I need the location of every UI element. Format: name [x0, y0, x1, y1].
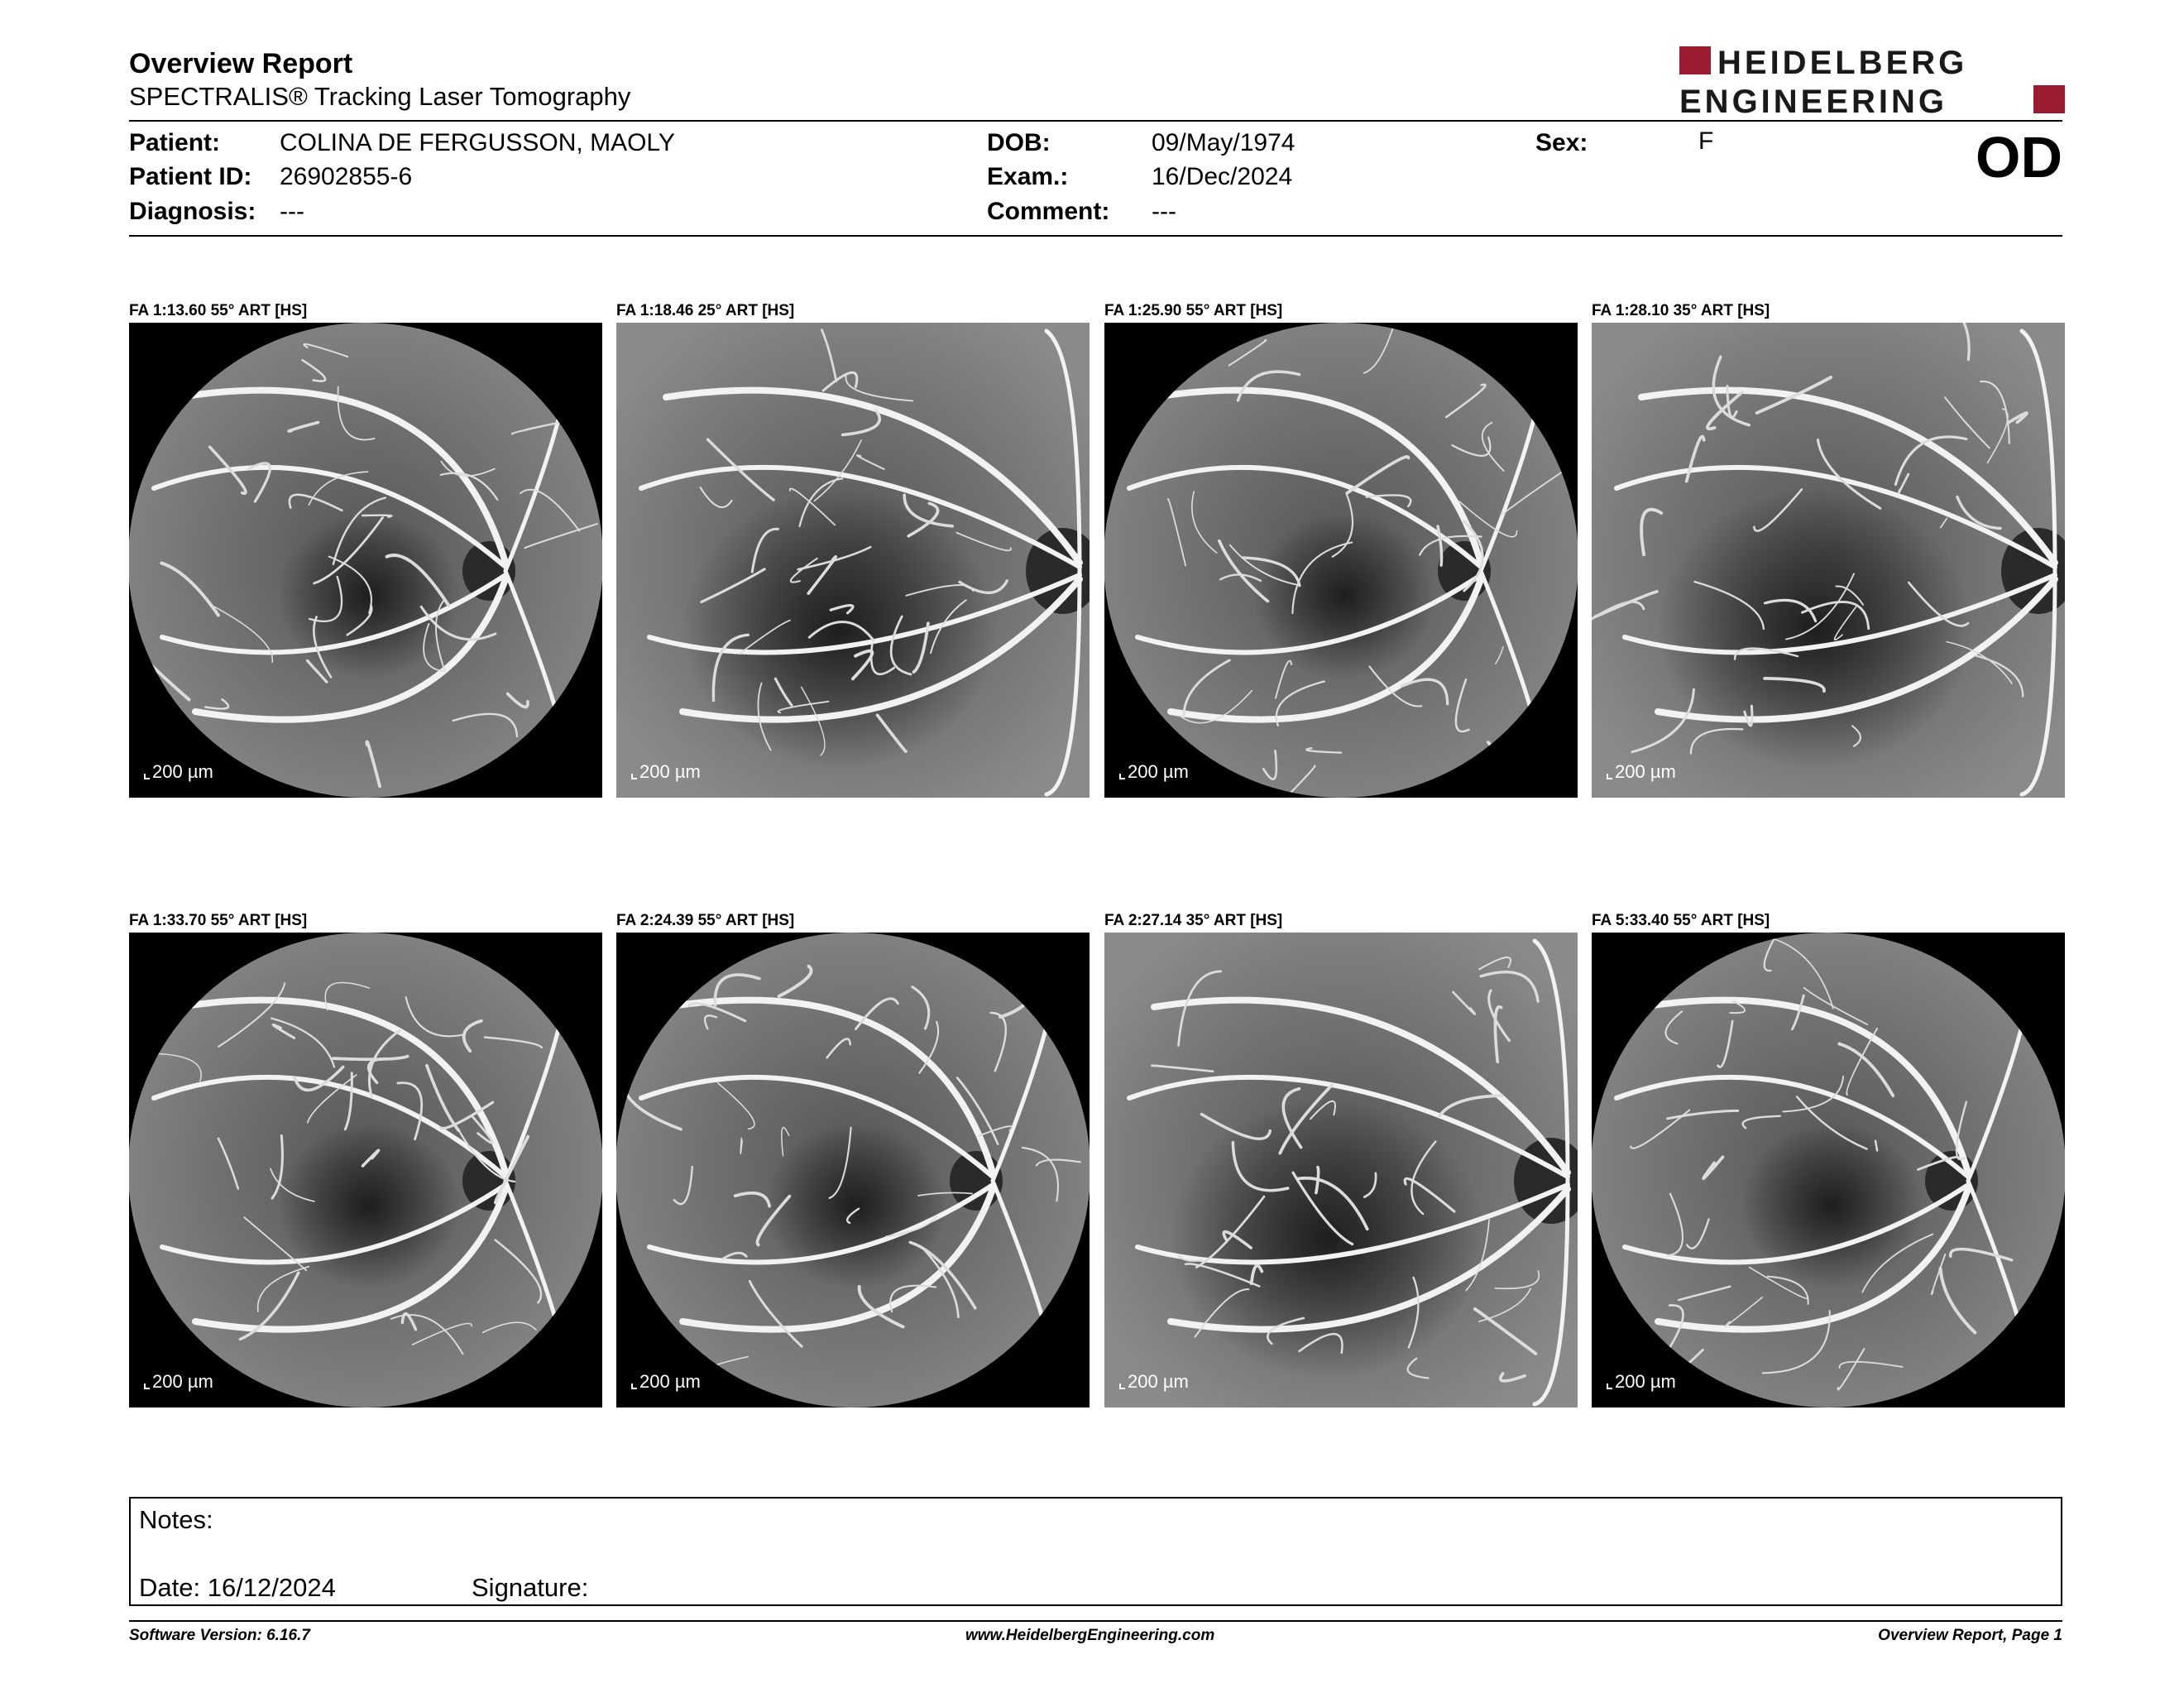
fundus-angiogram-image[interactable]: [1592, 933, 2065, 1407]
scale-bar-text: 200 µm: [1128, 761, 1189, 782]
scale-bar-label: [144, 761, 213, 783]
scale-bar-icon: [631, 774, 637, 779]
software-version: Software Version: 6.16.7: [129, 1627, 310, 1644]
angiogram-graphic: [1104, 933, 1578, 1407]
comment-label: Comment:: [987, 198, 1110, 225]
scale-bar-icon: [144, 774, 150, 779]
scale-bar-label: [1607, 1371, 1676, 1393]
scale-bar-text: 200 µm: [1128, 1371, 1189, 1392]
scale-bar-text: 200 µm: [152, 761, 213, 782]
scale-bar-label: [1607, 761, 1676, 783]
dob-label: DOB:: [987, 129, 1051, 156]
angiogram-graphic: [616, 323, 1090, 798]
footer-divider: [129, 1620, 2062, 1622]
exam-label: Exam.:: [987, 163, 1069, 190]
diagnosis-value: ---: [280, 198, 304, 225]
scale-bar-label: [631, 761, 701, 783]
fundus-angiogram-image[interactable]: [616, 933, 1090, 1407]
scale-bar-icon: [1607, 1383, 1612, 1389]
scale-bar-text: 200 µm: [152, 1371, 213, 1392]
scale-bar-icon: [631, 1383, 637, 1389]
heidelberg-logo: [1679, 43, 2065, 117]
angiogram-graphic: [129, 323, 602, 798]
scale-bar-text: 200 µm: [639, 761, 701, 782]
website-link[interactable]: www.HeidelbergEngineering.com: [965, 1627, 1215, 1644]
angiogram-graphic: [129, 933, 602, 1407]
fundus-angiogram-image[interactable]: [129, 933, 602, 1407]
eye-label: OD: [1976, 125, 2062, 189]
notes-box: [129, 1497, 2062, 1606]
image-caption: FA 2:24.39 55° ART [HS]: [616, 912, 795, 929]
scale-bar-icon: [1119, 1383, 1125, 1389]
sex-value: F: [1698, 127, 1714, 155]
angiogram-graphic: [1104, 323, 1578, 798]
image-caption: FA 5:33.40 55° ART [HS]: [1592, 912, 1770, 929]
scale-bar-text: 200 µm: [1615, 761, 1676, 782]
exam-value: 16/Dec/2024: [1152, 163, 1293, 190]
svg-text:ENGINEERING: ENGINEERING: [1679, 84, 1948, 117]
fundus-angiogram-image[interactable]: [1592, 323, 2065, 798]
sex-label: Sex:: [1535, 129, 1588, 156]
scale-bar-icon: [144, 1383, 150, 1389]
report-title: Overview Report: [129, 48, 353, 79]
angiogram-graphic: [1592, 323, 2065, 798]
image-caption: FA 1:33.70 55° ART [HS]: [129, 912, 308, 929]
image-caption: FA 1:18.46 25° ART [HS]: [616, 302, 795, 319]
fundus-angiogram-image[interactable]: [616, 323, 1090, 798]
image-caption: FA 1:25.90 55° ART [HS]: [1104, 302, 1283, 319]
image-caption: FA 2:27.14 35° ART [HS]: [1104, 912, 1283, 929]
svg-text:HEIDELBERG: HEIDELBERG: [1717, 45, 1968, 81]
scale-bar-label: [1119, 761, 1189, 783]
fundus-angiogram-image[interactable]: [1104, 323, 1578, 798]
patient-id-label: Patient ID:: [129, 163, 252, 190]
image-caption: FA 1:28.10 35° ART [HS]: [1592, 302, 1770, 319]
comment-value: ---: [1152, 198, 1176, 225]
fundus-angiogram-image[interactable]: [129, 323, 602, 798]
date-label: Date: 16/12/2024: [139, 1573, 336, 1602]
patient-divider: [129, 235, 2062, 237]
notes-label: Notes:: [139, 1505, 213, 1534]
fundus-angiogram-image[interactable]: [1104, 933, 1578, 1407]
page-number: Overview Report, Page 1: [1878, 1627, 2062, 1644]
diagnosis-label: Diagnosis:: [129, 198, 256, 225]
report-subtitle: SPECTRALIS® Tracking Laser Tomography: [129, 82, 631, 111]
patient-name: COLINA DE FERGUSSON, MAOLY: [280, 129, 675, 156]
angiogram-graphic: [1592, 933, 2065, 1407]
patient-label: Patient:: [129, 129, 221, 156]
scale-bar-icon: [1119, 774, 1125, 779]
image-caption: FA 1:13.60 55° ART [HS]: [129, 302, 308, 319]
scale-bar-text: 200 µm: [1615, 1371, 1676, 1392]
dob-value: 09/May/1974: [1152, 129, 1296, 156]
scale-bar-text: 200 µm: [639, 1371, 701, 1392]
angiogram-graphic: [616, 933, 1090, 1407]
scale-bar-label: [144, 1371, 213, 1393]
scale-bar-label: [631, 1371, 701, 1393]
header-divider: [129, 120, 2062, 122]
patient-id: 26902855-6: [280, 163, 413, 190]
scale-bar-label: [1119, 1371, 1189, 1393]
scale-bar-icon: [1607, 774, 1612, 779]
signature-label: Signature:: [472, 1573, 589, 1602]
